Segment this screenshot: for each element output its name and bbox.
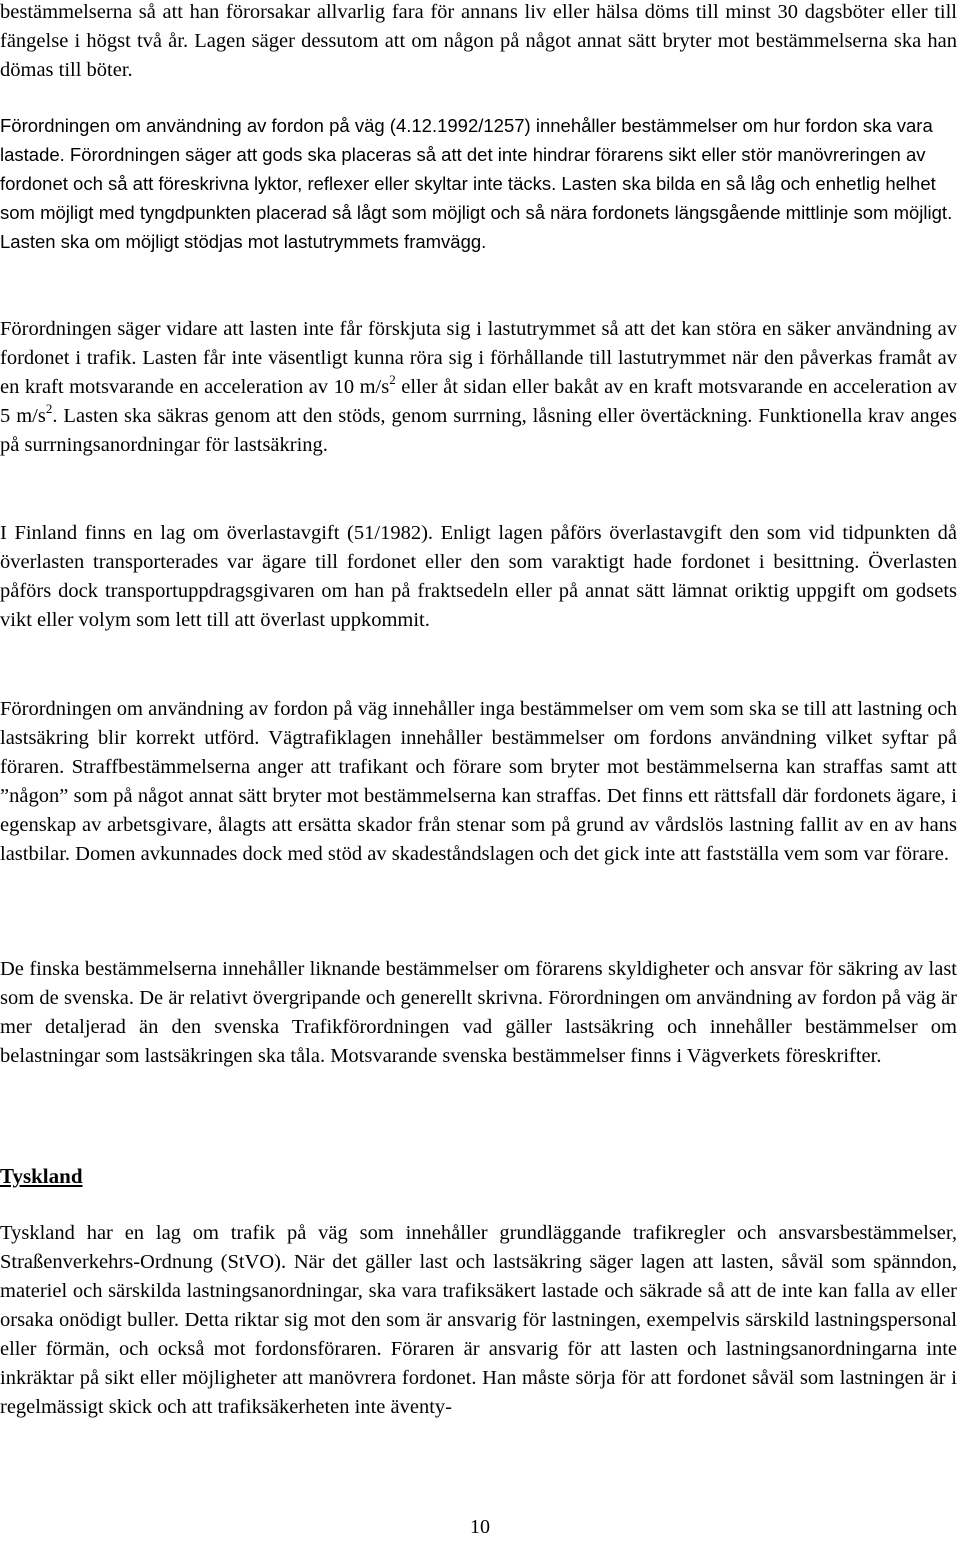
page-number: 10 xyxy=(470,1516,490,1538)
paragraph-germany: Tyskland har en lag om trafik på väg som innehåller grundläggande trafikregler och ansvarsbestämmelser, Straßenverkehrs-Ordnung (StVO). När det gäller last och lastsäkring säger lagen att lasten, såväl som spänndon, materiel och särskilda lastningsanordningar, ska vara trafiksäkert lastade och säkrade så att de inte kan falla av eller orsaka onödigt buller. Detta riktar sig mot den som är ansvarig för lastningen, exempelvis särskild lastningspersonal eller förmän, och också mot fordonsföraren. Föraren är ansvarig för att lasten och lastningsanordningarna inte inkräktar på sikt eller möjligheter att manövrera fordonet. Han måste sörja för att fordonet såväl som lastningen är i regelmässigt skick och att trafiksäkerheten inte äventy- xyxy=(0,1222,957,1418)
paragraph-load-shift xyxy=(0,315,957,460)
paragraph-responsibility: Förordningen om användning av fordon på väg innehåller inga bestämmelser om vem som ska se till att lastning och lastsäkring blir korrekt utförd. Vägtrafiklagen innehåller bestämmelser om fordons användning vilket syftar på föraren. Straffbestämmelserna anger att trafikant och förare som bryter mot bestämmelserna kan straffas samt att ”någon” som på något annat sätt bryter mot bestämmelserna kan straffas. Det finns ett rättsfall där fordonets ägare, i egenskap av arbetsgivare, ålagts att ersätta skador från stenar som på grund av vårdslös lastning fallit av en av hans lastbilar. Domen avkunnades dock med stöd av skadeståndslagen och det gick inte att fastställa vem som var förare. xyxy=(0,698,957,865)
load-shift-text-b: eller åt sidan eller bakåt av en kraft motsvarande en acceleration av 5 m/s xyxy=(0,376,957,427)
paragraph-vehicle-ordinance: Förordningen om användning av fordon på väg (4.12.1992/1257) innehåller bestämmelser om hur fordon ska vara lastade. Förordningen säger att gods ska placeras så att det inte hindrar förarens sikt eller stör manövreringen av fordonet och så att föreskrivna lyktor, reflexer eller skyltar inte täcks. Lasten ska bilda en så låg och enhetlig helhet som möjligt med tyngdpunkten placerad så lågt som möjligt och så nära fordonets längsgående mittlinje som möjligt. Lasten ska om möjligt stödjas mot lastutrymmets framvägg. xyxy=(0,115,953,252)
load-shift-text-c: . Lasten ska säkras genom att den stöds, genom surrning, låsning eller övertäckning. Funktionella krav anges på surrningsanordningar för lastsäkring. xyxy=(0,405,957,456)
superscript-exponent: 2 xyxy=(45,401,53,417)
load-shift-text-a: Förordningen säger vidare att lasten inte får förskjuta sig i lastutrymmet så att det kan störa en säker användning av fordonet i trafik. Lasten får inte väsentligt kunna röra sig i förhållande till lastutrymmet när den påverkas framåt av en kraft motsvarande en acceleration av 10 m/s xyxy=(0,318,957,398)
section-heading-germany: Tyskland xyxy=(0,1164,83,1188)
superscript-exponent: 2 xyxy=(389,372,396,388)
paragraph-finnish-rules: De finska bestämmelserna innehåller liknande bestämmelser om förarens skyldigheter och ansvar för säkring av last som de svenska. De är relativt övergripande och generellt skrivna. Förordningen om användning av fordon på väg är mer detaljerad än den svenska Trafikförordningen vad gäller lastsäkring och innehåller bestämmelser om belastningar som lastsäkringen ska tåla. Motsvarande svenska bestämmelser finns i Vägverkets föreskrifter. xyxy=(0,958,957,1067)
paragraph-penalties: bestämmelserna så att han förorsakar allvarlig fara för annans liv eller hälsa döms till minst 30 dagsböter eller till fängelse i högst två år. Lagen säger dessutom att om någon på något annat sätt bryter mot bestämmelserna ska han dömas till böter. xyxy=(0,1,957,81)
paragraph-overload-fee: I Finland finns en lag om överlastavgift (51/1982). Enligt lagen påförs överlastavgift den som vid tidpunkten då överlasten transporterades var ägare till fordonet eller den som varaktigt hade fordonet i besittning. Överlasten påförs dock transportuppdragsgivaren om han på fraktsedeln eller på annat sätt lämnat oriktig uppgift om godsets vikt eller volym som lett till att överlast uppkommit. xyxy=(0,522,957,631)
